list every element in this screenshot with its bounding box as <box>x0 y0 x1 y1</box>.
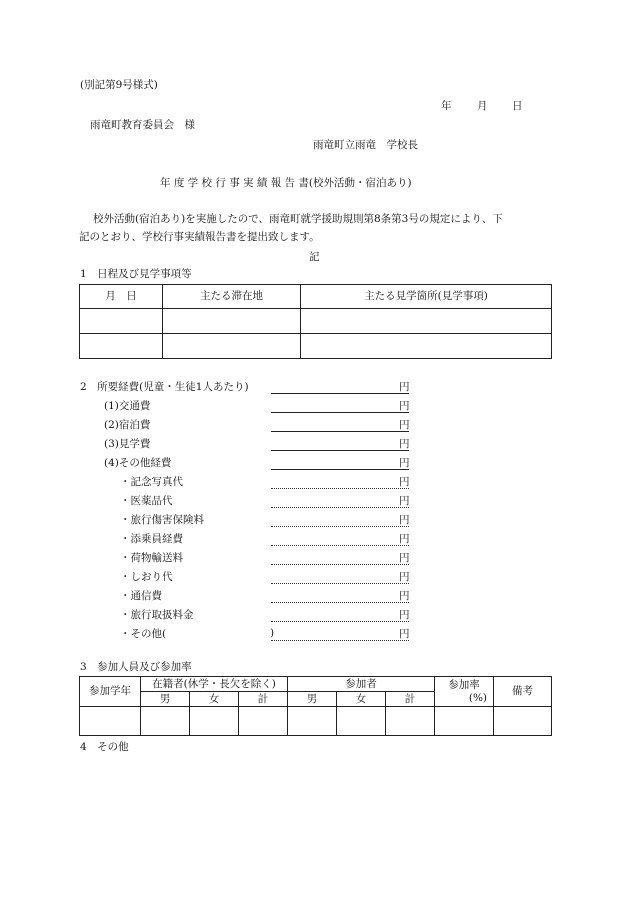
participant-total-header: 計 <box>386 692 435 707</box>
enrolled-male-header: 男 <box>141 692 190 707</box>
form-label: (別記第9号様式) <box>80 79 158 91</box>
date-month: 月 <box>477 100 488 112</box>
body-text-line1: 校外活動(宿泊あり)を実施したので、雨竜町就学援助規則第8条第3号の規定により、下 <box>93 213 503 225</box>
schedule-header-stay: 主たる滞在地 <box>163 285 301 309</box>
ki-label: 記 <box>309 251 320 263</box>
yen-label: 円 <box>399 533 410 545</box>
sub-item-communication: ・通信費 <box>120 590 162 602</box>
schedule-cell[interactable] <box>301 309 552 334</box>
rate-unit: (%) <box>468 691 488 704</box>
yen-label: 円 <box>399 571 410 583</box>
total-cost-field[interactable] <box>271 393 409 394</box>
enrolled-male-cell[interactable] <box>141 707 190 736</box>
escort-cost-field[interactable] <box>271 545 409 546</box>
rate-cell[interactable] <box>435 707 494 736</box>
sub-item-medicine: ・医薬品代 <box>120 495 173 507</box>
cost-item-other: (4)その他経費 <box>104 457 172 469</box>
schedule-cell[interactable] <box>163 309 301 334</box>
sub-item-photo: ・記念写真代 <box>120 476 183 488</box>
luggage-cost-field[interactable] <box>271 564 409 565</box>
schedule-row <box>80 309 552 334</box>
other-cost-field[interactable] <box>271 469 409 470</box>
participation-row <box>80 707 552 736</box>
sub-item-booklet: ・しおり代 <box>120 571 173 583</box>
date-day: 日 <box>512 100 523 112</box>
yen-label: 円 <box>399 628 410 640</box>
yen-label: 円 <box>399 552 410 564</box>
schedule-cell[interactable] <box>80 334 163 359</box>
medicine-cost-field[interactable] <box>271 507 409 508</box>
section1-heading: 1 日程及び見学事項等 <box>80 268 192 280</box>
addressee: 雨竜町教育委員会 様 <box>90 119 195 131</box>
visit-cost-field[interactable] <box>271 450 409 451</box>
cost-item-transport: (1)交通費 <box>104 400 151 412</box>
cost-item-visit: (3)見学費 <box>104 438 151 450</box>
schedule-header-date: 月 日 <box>80 285 163 309</box>
participants-header: 参加者 <box>288 677 435 692</box>
yen-label: 円 <box>399 381 410 393</box>
enrolled-total-header: 計 <box>239 692 288 707</box>
sub-item-escort: ・添乗員経費 <box>120 533 183 545</box>
section3-heading: 3 参加人員及び参加率 <box>80 661 192 673</box>
schedule-row <box>80 334 552 359</box>
grade-header: 参加学年 <box>80 677 141 707</box>
participant-female-cell[interactable] <box>337 707 386 736</box>
handling-fee-field[interactable] <box>271 621 409 622</box>
cost-item-lodging: (2)宿泊費 <box>104 419 151 431</box>
enrolled-header: 在籍者(休学・長欠を除く) <box>141 677 288 692</box>
remarks-header: 備考 <box>494 677 552 707</box>
sub-item-handling-fee: ・旅行取扱料金 <box>120 609 194 621</box>
yen-label: 円 <box>399 609 410 621</box>
yen-label: 円 <box>399 400 410 412</box>
communication-cost-field[interactable] <box>271 602 409 603</box>
schedule-header-visit: 主たる見学箇所(見学事項) <box>301 285 552 309</box>
sub-item-other: ・その他( <box>120 628 167 640</box>
sub-item-luggage: ・荷物輸送料 <box>120 552 183 564</box>
yen-label: 円 <box>399 590 410 602</box>
grade-cell[interactable] <box>80 707 141 736</box>
booklet-cost-field[interactable] <box>271 583 409 584</box>
participant-female-header: 女 <box>337 692 386 707</box>
rate-header <box>435 677 494 707</box>
insurance-cost-field[interactable] <box>271 526 409 527</box>
date-year: 年 <box>441 100 452 112</box>
body-text-line2: 記のとおり、学校行事実績報告書を提出致します。 <box>79 231 320 243</box>
sender: 雨竜町立雨竜 学校長 <box>313 139 418 151</box>
other-close-paren: ) <box>270 627 275 639</box>
transport-cost-field[interactable] <box>271 412 409 413</box>
participant-male-cell[interactable] <box>288 707 337 736</box>
enrolled-total-cell[interactable] <box>239 707 288 736</box>
yen-label: 円 <box>399 495 410 507</box>
lodging-cost-field[interactable] <box>271 431 409 432</box>
participation-table <box>79 676 552 736</box>
participant-male-header: 男 <box>288 692 337 707</box>
schedule-table <box>79 284 552 359</box>
yen-label: 円 <box>399 514 410 526</box>
participant-total-cell[interactable] <box>386 707 435 736</box>
sub-item-insurance: ・旅行傷害保険料 <box>120 514 204 526</box>
photo-cost-field[interactable] <box>271 488 409 489</box>
rate-label: 参加率 <box>448 678 480 691</box>
section4-heading: 4 その他 <box>80 741 129 753</box>
other-item-cost-field[interactable] <box>271 640 409 641</box>
schedule-cell[interactable] <box>80 309 163 334</box>
yen-label: 円 <box>399 457 410 469</box>
section2-heading: 2 所要経費(児童・生徒1人あたり) <box>80 381 249 393</box>
document-title: 年 度 学 校 行 事 実 績 報 告 書(校外活動・宿泊あり) <box>160 177 412 189</box>
yen-label: 円 <box>399 476 410 488</box>
enrolled-female-header: 女 <box>190 692 239 707</box>
yen-label: 円 <box>399 419 410 431</box>
yen-label: 円 <box>399 438 410 450</box>
enrolled-female-cell[interactable] <box>190 707 239 736</box>
schedule-cell[interactable] <box>301 334 552 359</box>
schedule-cell[interactable] <box>163 334 301 359</box>
remarks-cell[interactable] <box>494 707 552 736</box>
